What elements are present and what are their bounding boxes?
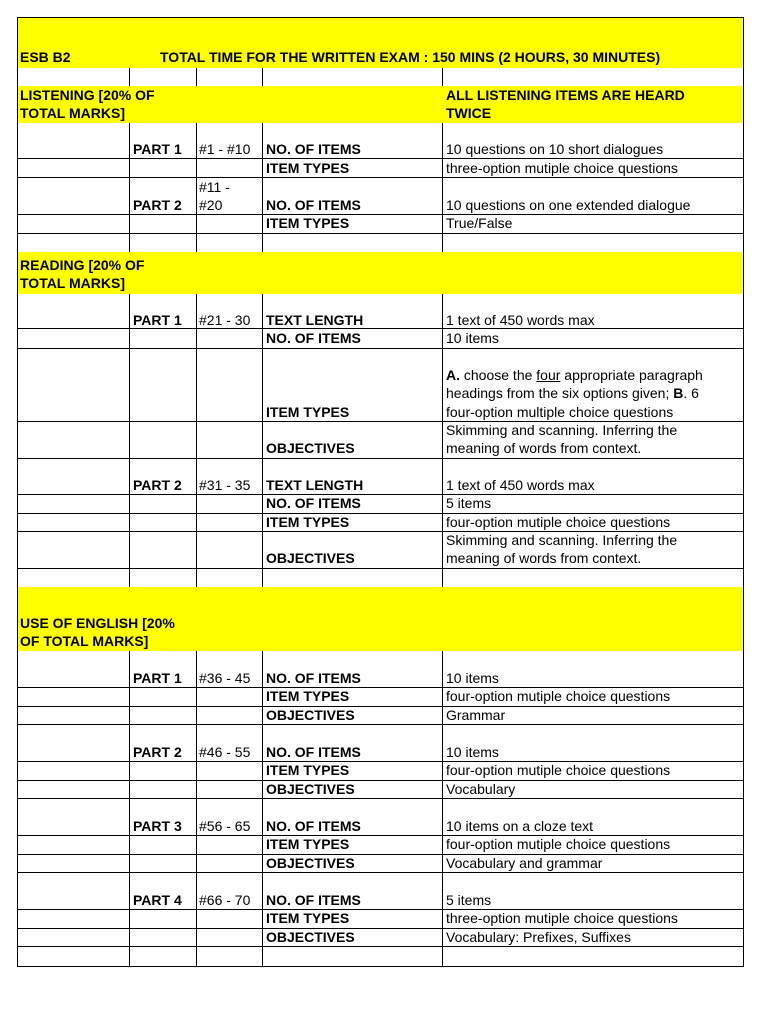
row-divider: [17, 421, 744, 422]
row-divider: [17, 214, 744, 215]
row-divider: [17, 909, 744, 910]
use-of-english-title-line2: OF TOTAL MARKS]: [20, 633, 149, 649]
part-label: PART 1: [133, 670, 182, 686]
row-divider: [17, 761, 744, 762]
row-description: 10 items: [446, 670, 499, 686]
row-label: ITEM TYPES: [266, 160, 350, 176]
row-label: NO. OF ITEMS: [266, 892, 361, 908]
column-divider: [262, 294, 263, 587]
row-description: 10 items: [446, 744, 499, 760]
row-label: NO. OF ITEMS: [266, 141, 361, 157]
row-divider: [17, 928, 744, 929]
item-range: #46 - 55: [199, 744, 251, 760]
row-description: three-option mutiple choice questions: [446, 910, 678, 926]
row-label: NO. OF ITEMS: [266, 744, 361, 760]
row-label: NO. OF ITEMS: [266, 197, 361, 213]
part-label: PART 4: [133, 892, 182, 908]
part-label: PART 3: [133, 818, 182, 834]
row-label: ITEM TYPES: [266, 836, 350, 852]
row-description: 10 questions on one extended dialogue: [446, 197, 691, 213]
row-label: OBJECTIVES: [266, 781, 355, 797]
item-range: #66 - 70: [199, 892, 251, 908]
item-range: #1 - #10: [199, 141, 251, 157]
row-label: ITEM TYPES: [266, 514, 350, 530]
column-divider: [196, 68, 197, 86]
row-divider: [17, 177, 744, 178]
border-bottom: [17, 966, 744, 967]
row-divider: [17, 568, 744, 569]
row-divider: [17, 706, 744, 707]
row-description: 5 items: [446, 892, 492, 908]
row-label: OBJECTIVES: [266, 550, 355, 566]
row-divider: [17, 946, 744, 947]
row-description-line3: four-option multiple choice questions: [446, 404, 674, 420]
column-divider: [262, 68, 263, 86]
row-label: TEXT LENGTH: [266, 477, 364, 493]
row-description-line1: Skimming and scanning. Inferring the: [446, 532, 678, 548]
listening-note-line1: ALL LISTENING ITEMS ARE HEARD: [446, 87, 685, 103]
row-divider: [17, 531, 744, 532]
row-description: four-option mutiple choice questions: [446, 762, 671, 778]
row-description: Vocabulary and grammar: [446, 855, 603, 871]
row-divider: [17, 872, 744, 873]
underlined-word: four: [536, 367, 561, 383]
row-description: four-option mutiple choice questions: [446, 688, 671, 704]
column-divider: [442, 651, 443, 966]
row-label: OBJECTIVES: [266, 929, 355, 945]
row-label: NO. OF ITEMS: [266, 818, 361, 834]
row-label: OBJECTIVES: [266, 440, 355, 456]
row-divider: [17, 233, 744, 234]
row-description: 10 items: [446, 330, 499, 346]
part-label: PART 1: [133, 312, 182, 328]
border-right: [743, 17, 744, 967]
row-label: TEXT LENGTH: [266, 312, 364, 328]
listening-title-line1: LISTENING [20% OF: [20, 87, 155, 103]
total-time: TOTAL TIME FOR THE WRITTEN EXAM : 150 MINS (2 HOURS, 30 MINUTES): [160, 49, 661, 65]
row-description: 1 text of 450 words max: [446, 312, 595, 328]
column-divider: [442, 294, 443, 587]
row-divider: [17, 494, 744, 495]
reading-title-line1: READING [20% OF: [20, 257, 145, 273]
column-divider: [129, 294, 130, 587]
row-divider: [17, 687, 744, 688]
row-label: ITEM TYPES: [266, 762, 350, 778]
row-divider: [17, 854, 744, 855]
row-description: Vocabulary: Prefixes, Suffixes: [446, 929, 631, 945]
row-label: ITEM TYPES: [266, 688, 350, 704]
item-range: #36 - 45: [199, 670, 251, 686]
listening-title-line2: TOTAL MARKS]: [20, 105, 125, 121]
row-description-line2: meaning of words from context.: [446, 440, 642, 456]
row-description: three-option mutiple choice questions: [446, 160, 678, 176]
column-divider: [262, 651, 263, 966]
column-divider: [129, 68, 130, 86]
border-top: [17, 17, 744, 18]
row-divider: [17, 158, 744, 159]
row-divider: [17, 348, 744, 349]
row-divider: [17, 513, 744, 514]
row-description: four-option mutiple choice questions: [446, 836, 671, 852]
row-description-line2: headings from the six options given; B. 6: [446, 385, 699, 401]
column-divider: [196, 651, 197, 966]
item-range: #31 - 35: [199, 477, 251, 493]
row-description: 1 text of 450 words max: [446, 477, 595, 493]
part-label: PART 2: [133, 744, 182, 760]
row-description-line1: A. choose the four appropriate paragraph: [446, 367, 703, 383]
row-divider: [17, 724, 744, 725]
row-divider: [17, 835, 744, 836]
border-left: [17, 17, 18, 967]
row-description-line2: meaning of words from context.: [446, 550, 642, 566]
row-label: NO. OF ITEMS: [266, 330, 361, 346]
column-divider: [442, 68, 443, 86]
row-label: NO. OF ITEMS: [266, 670, 361, 686]
row-description: 5 items: [446, 495, 492, 511]
part-label: PART 2: [133, 477, 182, 493]
item-range: #21 - 30: [199, 312, 251, 328]
row-divider: [17, 780, 744, 781]
item-range-line1: #11 -: [199, 179, 230, 195]
column-divider: [129, 651, 130, 966]
listening-note-line2: TWICE: [446, 105, 492, 121]
row-divider: [17, 458, 744, 459]
row-label: OBJECTIVES: [266, 707, 355, 723]
use-of-english-title-line1: USE OF ENGLISH [20%: [20, 615, 175, 631]
row-description: True/False: [446, 215, 513, 231]
option-a-marker: A.: [446, 367, 460, 383]
row-description: 10 questions on 10 short dialogues: [446, 141, 664, 157]
column-divider: [196, 294, 197, 587]
row-divider: [17, 798, 744, 799]
part-label: PART 1: [133, 141, 182, 157]
row-label: ITEM TYPES: [266, 404, 350, 420]
row-description: Grammar: [446, 707, 506, 723]
row-description: 10 items on a cloze text: [446, 818, 594, 834]
part-label: PART 2: [133, 197, 182, 213]
exam-code: ESB B2: [20, 49, 71, 65]
option-b-marker: B: [673, 385, 684, 401]
row-label: ITEM TYPES: [266, 910, 350, 926]
row-label: ITEM TYPES: [266, 215, 350, 231]
row-description: four-option mutiple choice questions: [446, 514, 671, 530]
row-description-line1: Skimming and scanning. Inferring the: [446, 422, 678, 438]
row-divider: [17, 328, 744, 329]
row-label: NO. OF ITEMS: [266, 495, 361, 511]
row-description: Vocabulary: [446, 781, 516, 797]
item-range: #56 - 65: [199, 818, 251, 834]
reading-title-line2: TOTAL MARKS]: [20, 275, 125, 291]
item-range-line2: #20: [199, 197, 223, 213]
row-label: OBJECTIVES: [266, 855, 355, 871]
